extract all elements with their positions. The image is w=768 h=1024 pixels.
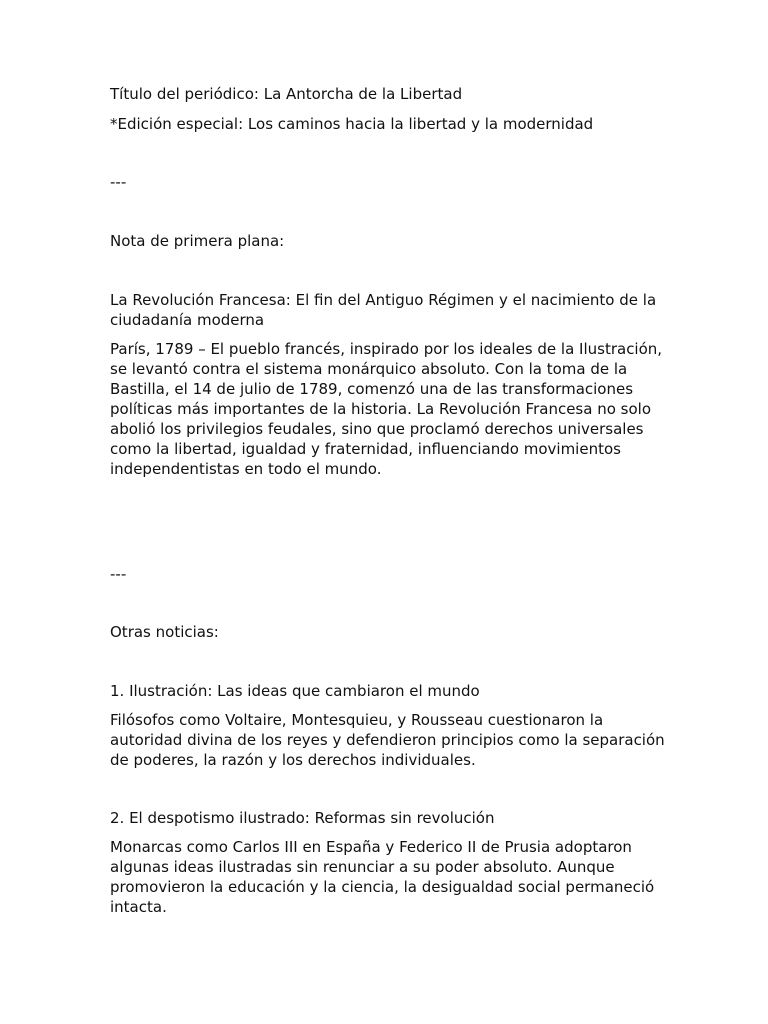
news-item-2-body: Monarcas como Carlos III en España y Federico II de Prusia adoptaron algunas ideas ilustradas sin renunciar a su poder absoluto. Aunque promovieron la educación y la ciencia, la desigualdad social permaneció intacta.: [110, 838, 655, 916]
front-page-label: Nota de primera plana:: [110, 232, 285, 250]
separator-1: ---: [110, 173, 127, 191]
newspaper-title-line: Título del periódico: La Antorcha de la Libertad: [110, 85, 463, 103]
separator-2: ---: [110, 565, 127, 583]
news-item-1-body: Filósofos como Voltaire, Montesquieu, y Rousseau cuestionaron la autoridad divina de los reyes y defendieron principios como la separación de poderes, la razón y los derechos individuales.: [110, 711, 665, 769]
headline-body: París, 1789 – El pueblo francés, inspirado por los ideales de la Ilustración, se levantó contra el sistema monárquico absoluto. Con la toma de la Bastilla, el 14 de julio de 1789, comenzó una de las transformaciones políticas más importantes de la historia. La Revolución Francesa no solo abolió los privilegios feudales, sino que proclamó derechos universales como la libertad, igualdad y fraternidad, influenciando movimientos independentistas en todo el mundo.: [110, 340, 663, 478]
news-item-2-title: 2. El despotismo ilustrado: Reformas sin revolución: [110, 809, 495, 827]
special-edition-line: *Edición especial: Los caminos hacia la libertad y la modernidad: [110, 115, 594, 133]
other-news-label: Otras noticias:: [110, 623, 219, 641]
news-item-1-title: 1. Ilustración: Las ideas que cambiaron el mundo: [110, 682, 480, 700]
headline: La Revolución Francesa: El fin del Antiguo Régimen y el nacimiento de la ciudadanía moderna: [110, 291, 657, 329]
